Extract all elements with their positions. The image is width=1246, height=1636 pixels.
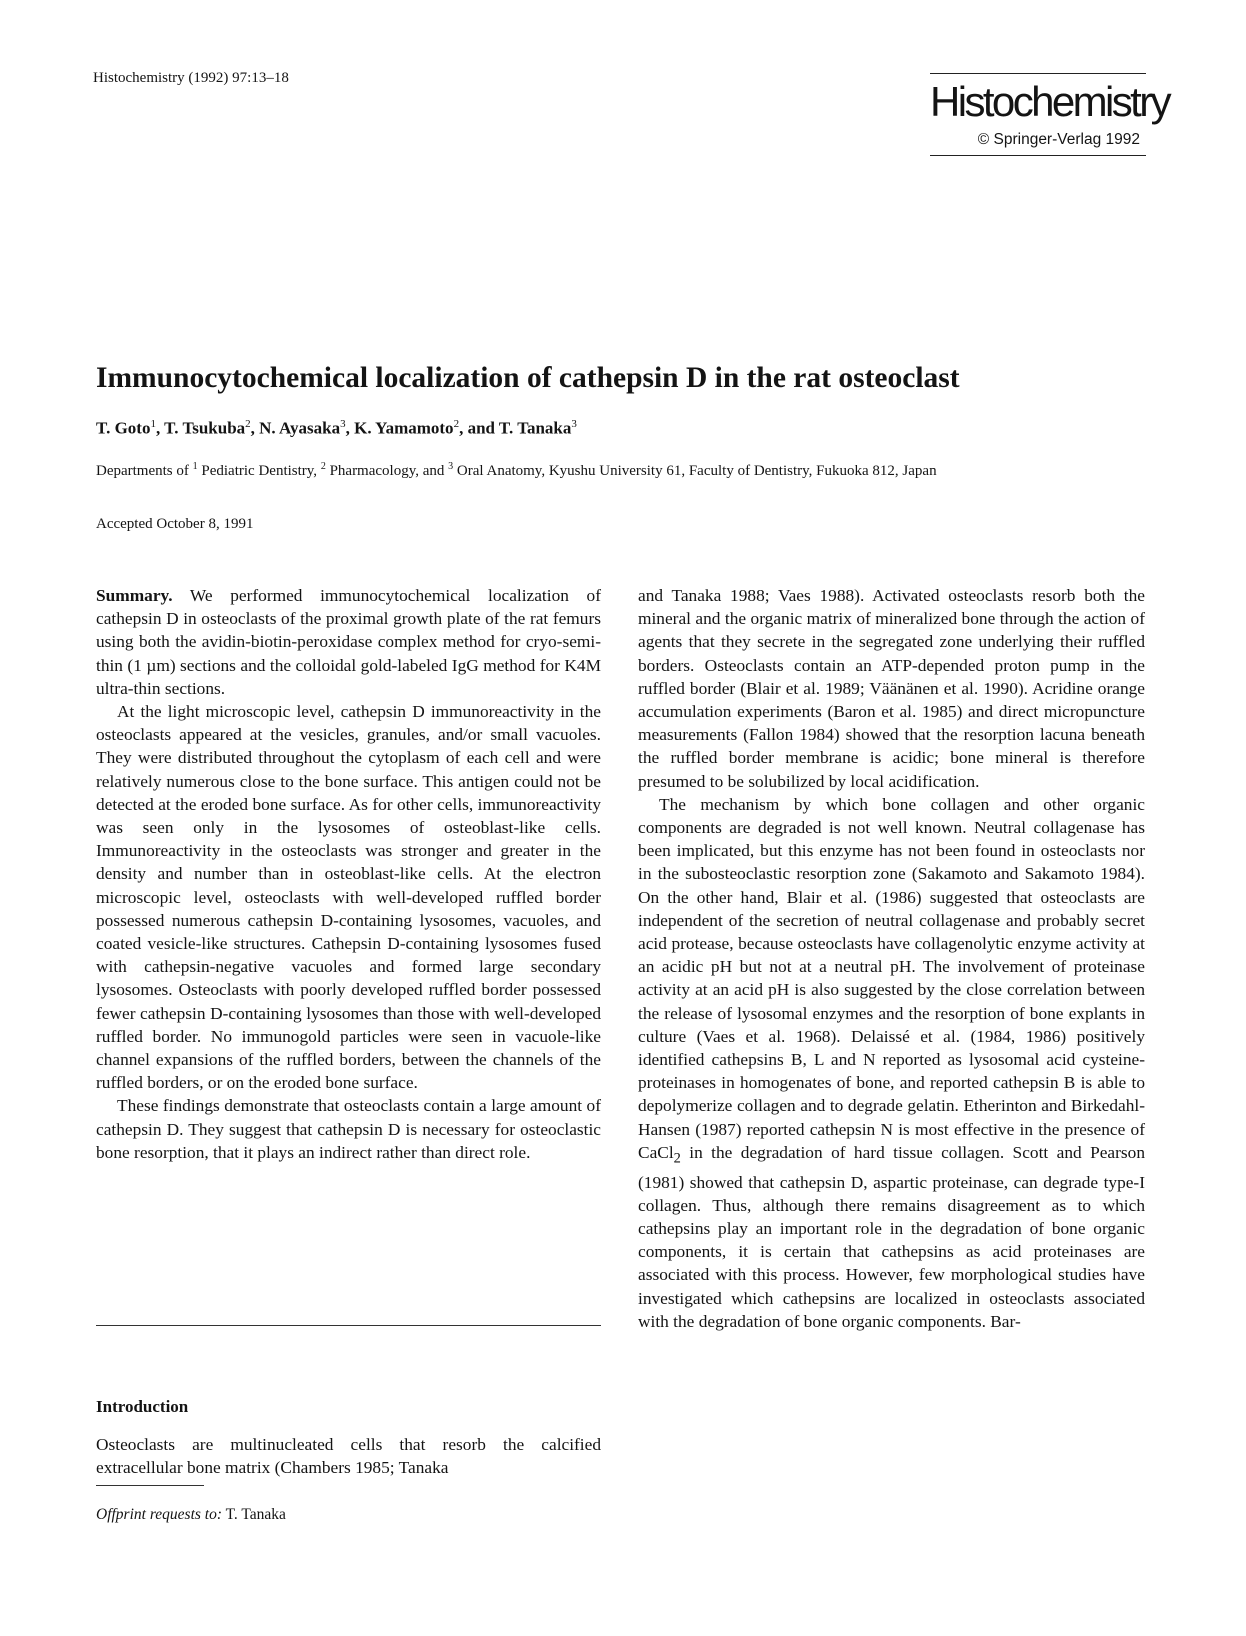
masthead-bottom-rule — [930, 155, 1146, 156]
body-paragraph — [638, 793, 1145, 1333]
author-list — [96, 418, 577, 439]
footnote-rule — [96, 1485, 204, 1486]
body-paragraph: and Tanaka 1988; Vaes 1988). Activated osteoclasts resorb both the mineral and the organic matrix of mineralized bone through the action of agents that they secrete in the segregated zone underlying their ruffled borders. Osteoclasts contain an ATP-depended proton pump in the ruffled border (Blair et al. 1989; Väänänen et al. 1990). Acridine orange accumulation experiments (Baron et al. 1985) and direct micropuncture measurements (Fallon 1984) showed that the resorption lacuna beneath the ruffled border membrane is acidic; bone mineral is therefore presumed to be solubilized by local acidification. — [638, 586, 1145, 791]
affiliation-sup: 2 — [320, 461, 326, 472]
body-text: The mechanism by which bone collagen and other organic components are degraded is not well known. Neutral collagenase has been implicated, but this enzyme has not been found in osteoclasts nor in the subosteoclastic resorption zone (Sakamoto and Sakamoto 1984). On the other hand, Blair et al. (1986) suggested that osteoclasts are independent of the secretion of neutral collagenase and probably secret acid protease, because osteoclasts have collagenolytic enzyme activity at an acidic pH but not at a neutral pH. The involvement of proteinase activity at an acid pH is also suggested by the close correlation between the release of lysosomal enzymes and the resorption of bone explants in culture (Vaes et al. 1968). Delaissé et al. (1984, 1986) positively identified cathepsins B, L and N reported as lysosomal acid cysteine-proteinases in homogenates of bone, and reported cathepsin B is able to depolymerize collagen and to degrade gelatin. Etherinton and Birkedahl-Hansen (1987) reported cathepsin N is most effective in the presence of CaCl — [638, 794, 1145, 1162]
affiliation-prefix: Departments of — [96, 463, 193, 479]
accepted-date: Accepted October 8, 1991 — [96, 516, 254, 532]
journal-citation: Histochemistry (1992) 97:13–18 — [93, 70, 289, 86]
summary-paragraph — [96, 584, 601, 700]
subscript: 2 — [673, 1150, 681, 1167]
author-name: K. Yamamoto — [354, 418, 454, 438]
summary-heading: Summary. — [96, 586, 173, 605]
affiliations — [96, 456, 1056, 482]
affiliation-text: Oral Anatomy, Kyushu University 61, Faculty of Dentistry, Fukuoka 812, Japan — [453, 463, 937, 479]
summary-text: We performed immunocytochemical localization of cathepsin D in osteoclasts of the proximal growth plate of the rat femurs using both the avidin-biotin-peroxidase complex method for cryo-semi-thin (1 µm) sections and the colloidal gold-labeled IgG method for K4M ultra-thin sections. — [96, 586, 601, 698]
summary-paragraph: These findings demonstrate that osteoclasts contain a large amount of cathepsin D. They suggest that cathepsin D is necessary for osteoclastic bone resorption, that it plays an indirect rather than direct role. — [96, 1096, 601, 1162]
author-separator: , — [155, 418, 165, 438]
introduction-text: Osteoclasts are multinucleated cells that resorb the calcified extracellular bone matrix (Chambers 1985; Tanaka — [96, 1435, 601, 1478]
author-affil-sup: 3 — [571, 418, 577, 430]
author-affil-sup: 1 — [150, 418, 156, 430]
author-name: T. Tsukuba — [164, 418, 246, 438]
author-affil-sup: 3 — [340, 418, 346, 430]
introduction-heading: Introduction — [96, 1397, 189, 1416]
author-separator: , — [250, 418, 260, 438]
author-affil-sup: 2 — [245, 418, 251, 430]
section-divider — [96, 1325, 601, 1326]
affiliation-text: Pediatric Dentistry, — [197, 463, 321, 479]
author-name: T. Goto — [96, 418, 151, 438]
affiliation-sup: 1 — [192, 461, 198, 472]
masthead-top-rule — [930, 73, 1146, 74]
offprint-label: Offprint requests to: — [96, 1506, 223, 1523]
affiliation-sup: 3 — [448, 461, 454, 472]
author-separator: , — [345, 418, 355, 438]
author-affil-sup: 2 — [453, 418, 460, 430]
author-name: T. Tanaka — [498, 418, 572, 438]
offprint-footnote — [96, 1506, 286, 1524]
right-column-text — [638, 584, 1145, 1333]
copyright-notice: © Springer-Verlag 1992 — [977, 131, 1140, 148]
journal-name: Histochemistry — [930, 78, 1169, 125]
body-text: in the degradation of hard tissue collagen. Scott and Pearson (1981) showed that cathepsin D, aspartic proteinase, can degrade type-I collagen. Thus, although there remains disagreement as to which cathepsins play an important role in the degradation of bone organic components, it is certain that cathepsins as acid proteinases are associated with this process. However, few morphological studies have investigated which cathepsins are localized in osteoclasts associated with the degradation of bone organic components. Bar- — [638, 1142, 1145, 1331]
author-separator: , and — [459, 418, 499, 438]
summary-section — [96, 584, 601, 1164]
journal-masthead — [930, 73, 1169, 156]
article-title: Immunocytochemical localization of cathepsin D in the rat osteoclast — [96, 362, 960, 394]
offprint-name: T. Tanaka — [222, 1506, 286, 1523]
author-name: N. Ayasaka — [259, 418, 341, 438]
affiliation-text: Pharmacology, and — [325, 463, 449, 479]
summary-paragraph: At the light microscopic level, cathepsin D immunoreactivity in the osteoclasts appeared at the vesicles, granules, and/or small vacuoles. They were distributed throughout the cytoplasm of each cell and were relatively numerous close to the bone surface. This antigen could not be detected at the eroded bone surface. As for other cells, immunoreactivity was seen only in the lysosomes of osteoblast-like cells. Immunoreactivity in the osteoclasts was stronger and greater in the density and number than in osteoblast-like cells. At the electron microscopic level, osteoclasts with well-developed ruffled border possessed numerous cathepsin D-containing lysosomes, vacuoles, and coated vesicle-like structures. Cathepsin D-containing lysosomes fused with cathepsin-negative vacuoles and formed large secondary lysosomes. Osteoclasts with poorly developed ruffled border possessed fewer cathepsin D-containing lysosomes than those with well-developed ruffled border. No immunogold particles were seen in vacuole-like channel expansions of the ruffled borders, between the channels of the ruffled borders, or on the eroded bone surface. — [96, 702, 601, 1093]
